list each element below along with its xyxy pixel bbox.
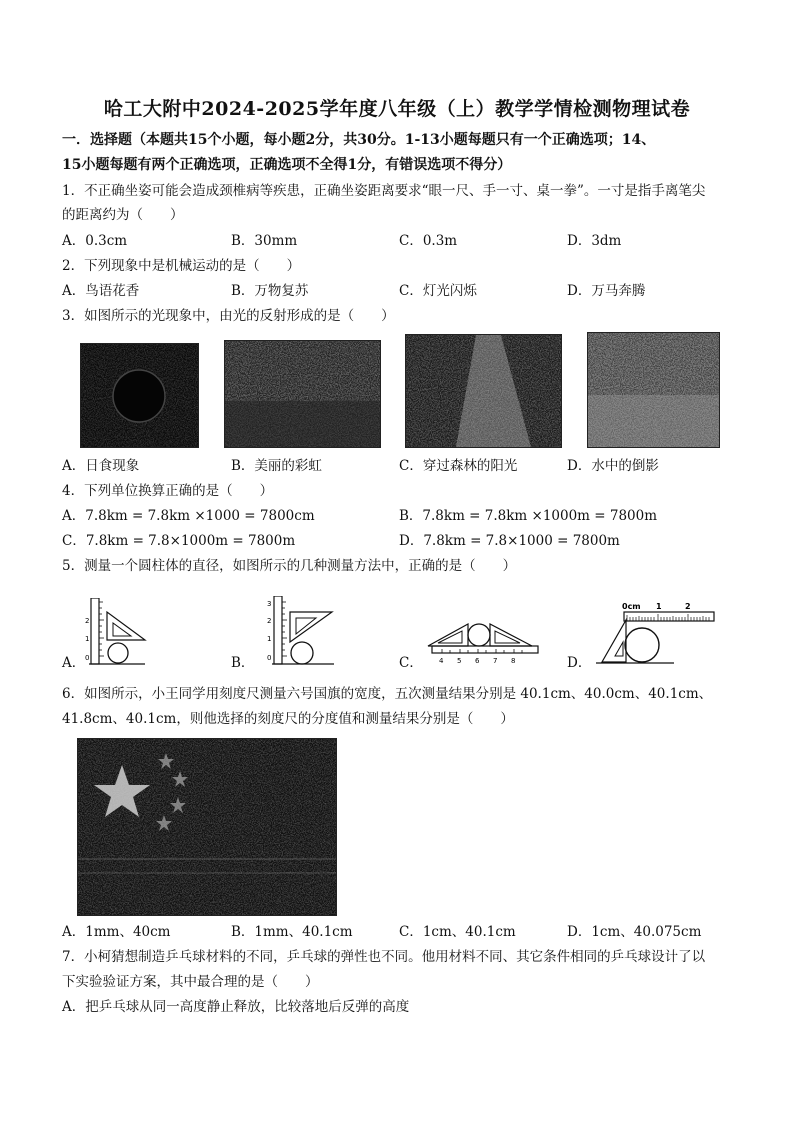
q7-stem-line2: 下实验验证方案，其中最合理的是（ ） <box>62 974 319 990</box>
photo-rainbow <box>224 340 381 448</box>
q2-option-c[interactable]: C．灯光闪烁 <box>399 283 477 299</box>
q6-option-d[interactable]: D．1cm、40.075cm <box>567 924 702 940</box>
q4-stem: 4．下列单位换算正确的是（ ） <box>62 483 274 499</box>
q4-option-b[interactable]: B．7.8km = 7.8km ×1000m = 7800m <box>399 508 658 524</box>
section-heading-line1: 一．选择题（本题共15个小题，每小题2分，共30分。1-13小题每题只有一个正确选项；14、 <box>62 132 656 148</box>
q2-option-b[interactable]: B．万物复苏 <box>231 283 309 299</box>
q4-option-d[interactable]: D．7.8km = 7.8×1000 = 7800m <box>399 533 620 549</box>
diagram-c-tick-6: 6 <box>475 657 480 665</box>
diagram-a-tick-0: 0 <box>85 654 90 662</box>
q5-option-b[interactable]: B． <box>231 655 255 671</box>
diagram-b-tick-2: 2 <box>267 617 272 625</box>
diagram-b-tick-3: 3 <box>267 600 272 608</box>
diagram-b-tick-0: 0 <box>267 654 272 662</box>
photo-forest-sunlight <box>405 334 562 448</box>
q2-option-d[interactable]: D．万马奔腾 <box>567 283 646 299</box>
q1-stem-line1: 1．不正确坐姿可能会造成颈椎病等疾患，正确坐姿距离要求“眼一尺、手一寸、桌一拳”。一寸是指手离笔尖 <box>62 183 706 199</box>
q3-stem: 3．如图所示的光现象中，由光的反射形成的是（ ） <box>62 308 395 324</box>
diagram-b-measurement <box>264 596 336 666</box>
q1-option-d[interactable]: D．3dm <box>567 233 622 249</box>
q6-option-b[interactable]: B．1mm、40.1cm <box>231 924 353 940</box>
q5-option-d[interactable]: D． <box>567 655 592 671</box>
diagram-a-tick-2: 2 <box>85 617 90 625</box>
q7-option-a[interactable]: A．把乒乓球从同一高度静止释放，比较落地后反弹的高度 <box>62 999 410 1015</box>
q2-option-a[interactable]: A．鸟语花香 <box>62 283 140 299</box>
page-title: 哈工大附中2024-2025学年度八年级（上）教学学情检测物理试卷 <box>103 98 691 120</box>
q5-option-a[interactable]: A． <box>62 655 86 671</box>
diagram-c-tick-4: 4 <box>439 657 444 665</box>
section-heading-line2: 15小题每题有两个正确选项，正确选项不全得1分，有错误选项不得分） <box>62 157 512 173</box>
q7-stem-line1: 7．小柯猜想制造乒乓球材料的不同，乒乓球的弹性也不同。他用材料不同、其它条件相同的乒乓球设计了以 <box>62 949 706 965</box>
diagram-c-tick-5: 5 <box>457 657 462 665</box>
q4-option-a[interactable]: A．7.8km = 7.8km ×1000 = 7800cm <box>62 508 315 524</box>
diagram-d-tick-1: 1 <box>656 602 662 611</box>
diagram-c-tick-7: 7 <box>493 657 498 665</box>
q1-option-a[interactable]: A．0.3cm <box>62 233 128 249</box>
q3-option-d[interactable]: D．水中的倒影 <box>567 458 659 474</box>
q5-option-c[interactable]: C． <box>399 655 423 671</box>
diagram-c-measurement <box>424 618 544 666</box>
q6-option-c[interactable]: C．1cm、40.1cm <box>399 924 516 940</box>
q3-option-a[interactable]: A．日食现象 <box>62 458 140 474</box>
q1-option-b[interactable]: B．30mm <box>231 233 298 249</box>
q4-option-c[interactable]: C．7.8km = 7.8×1000m = 7800m <box>62 533 296 549</box>
diagram-b-tick-1: 1 <box>267 635 272 643</box>
q6-stem-line1: 6．如图所示，小王同学用刻度尺测量六号国旗的宽度，五次测量结果分别是 40.1cm、40.0cm、40.1cm、 <box>62 686 713 702</box>
diagram-d-tick-0cm: 0cm <box>622 602 641 611</box>
q6-option-a[interactable]: A．1mm、40cm <box>62 924 171 940</box>
q3-option-b[interactable]: B．美丽的彩虹 <box>231 458 322 474</box>
q2-stem: 2．下列现象中是机械运动的是（ ） <box>62 258 301 274</box>
photo-water-reflection <box>587 332 720 448</box>
diagram-d-tick-2: 2 <box>685 602 691 611</box>
q6-stem-line2: 41.8cm、40.1cm，则他选择的刻度尺的分度值和测量结果分别是（ ） <box>62 711 514 727</box>
q1-stem-line2: 的距离约为（ ） <box>62 207 184 223</box>
photo-solar-eclipse <box>80 343 199 448</box>
q3-option-c[interactable]: C．穿过森林的阳光 <box>399 458 518 474</box>
photo-national-flag <box>77 738 337 916</box>
q5-stem: 5．测量一个圆柱体的直径，如图所示的几种测量方法中，正确的是（ ） <box>62 558 517 574</box>
diagram-d-measurement <box>594 598 718 666</box>
diagram-a-measurement <box>85 598 147 666</box>
q1-option-c[interactable]: C．0.3m <box>399 233 458 249</box>
diagram-a-tick-1: 1 <box>85 635 90 643</box>
diagram-c-tick-8: 8 <box>511 657 516 665</box>
